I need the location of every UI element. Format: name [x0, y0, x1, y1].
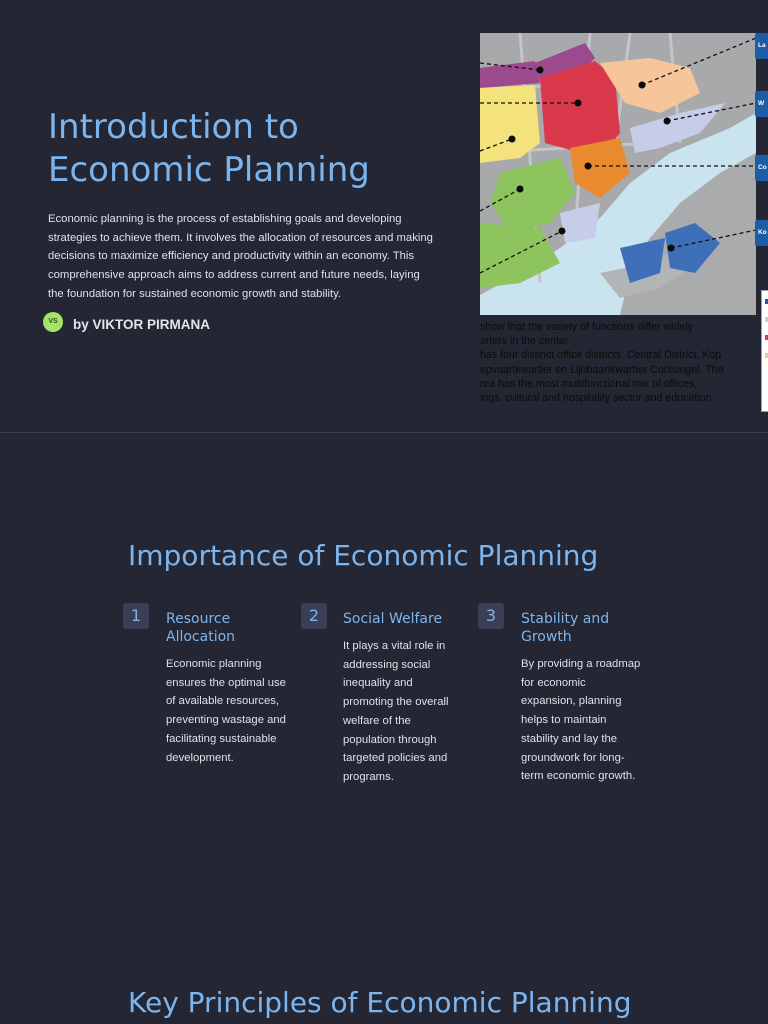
map-legend-tag: La — [755, 33, 768, 59]
item-description: By providing a roadmap for economic expansion, planning helps to maintain stability and lay the groundwork for long-term economic growth. — [521, 658, 641, 783]
intro-paragraph: Economic planning is the process of establishing goals and developing strategies to achieve them. It involves the allocation of resources and making decisions to maximize efficiency and productivity within an economy. This comprehensive approach aims to address current and future needs, laying the foundation for sustained economic growth and stability. — [48, 213, 433, 300]
map-caption — [480, 320, 756, 405]
item-title: Social Welfare — [343, 611, 443, 627]
map-legend-tag: Co — [755, 155, 768, 181]
caption-line: ings, cultural and hospitality sector and education — [480, 392, 712, 405]
item-number-badge: 1 — [123, 603, 149, 629]
principles-title: Key Principles of Economic Planning — [128, 986, 632, 1019]
item-number-badge: 2 — [301, 603, 327, 629]
map-legend-tag: Ko — [755, 220, 768, 246]
item-title: Resource Allocation — [166, 611, 236, 645]
caption-line: show that the variety of functions differ widely — [480, 321, 693, 333]
importance-title: Importance of Economic Planning — [128, 539, 599, 572]
author-avatar: VS — [43, 312, 63, 332]
item-description: It plays a vital role in addressing social inequality and promoting the overall welfare of the population through targeted policies and programs. — [343, 640, 449, 783]
map-legend-tag: W — [755, 91, 768, 117]
page-title: Introduction to Economic Planning — [48, 107, 370, 190]
district-map-image — [480, 33, 768, 413]
intro-slide — [0, 0, 768, 432]
caption-line: has four distinct office districts: Central District, Kop — [480, 349, 722, 362]
item-description: Economic planning ensures the optimal use of available resources, preventing wastage and facilitating sustainable development. — [166, 658, 286, 764]
map-legend — [761, 290, 768, 412]
section-divider — [0, 432, 768, 433]
district-map — [480, 33, 756, 315]
item-title: Stability and Growth — [521, 611, 610, 645]
author-name: by VIKTOR PIRMANA — [73, 317, 211, 332]
caption-line: rea has the most multifunctional mix of offices, — [480, 377, 698, 390]
caption-line: epvaartkwartier en Lijnbaankwartier Coolsingel. The — [480, 363, 724, 376]
item-number-badge: 3 — [478, 603, 504, 629]
caption-line: arters in the center — [480, 335, 569, 348]
